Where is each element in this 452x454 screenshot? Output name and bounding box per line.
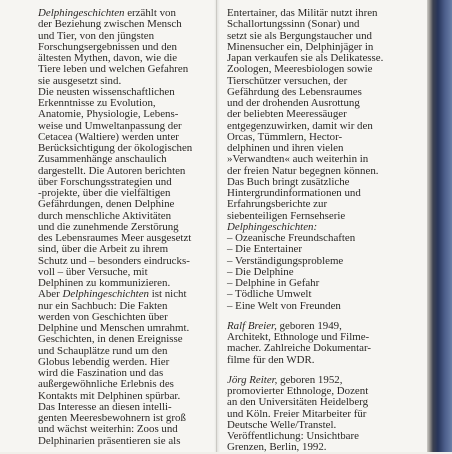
italic-title-text: Delphingeschichten [62,288,149,301]
body-text: Minensucher ein, Delphinjäger in [227,40,374,53]
body-text: – Tödliche Umwelt [227,288,312,301]
body-text: Forschungsergebnissen und den [38,40,177,53]
body-text: genten Meeresbewohnern ist groß [38,412,186,424]
body-text: Deutsche Welle/Transtel. [227,418,337,431]
body-text: der beliebten Meeressäuger [227,108,347,121]
left-jacket-flap [0,0,217,452]
body-text: Tierschützer versuchen, der [227,74,348,87]
body-text: Erfahrungsberichte zur [227,198,328,211]
left-text-line [38,436,208,447]
body-text: voll – über Versuche, mit [38,265,148,278]
body-text: Schutz und – besonders eindrucks- [38,254,190,267]
body-text: -projekte, über die vielfältigen [38,187,171,199]
author-bios [227,321,421,454]
body-text: Grenzen, Berlin, 1992. [227,441,327,454]
body-text: und Schauplätze rund um den [38,344,168,357]
body-text: ältesten Mythen, davon, wie die [38,52,178,64]
body-text: Tiere leben und welchen Gefahren [38,63,189,76]
body-text: Erkenntnisse zu Evolution, [38,97,156,109]
body-text: wird die Faszination und das [38,367,164,379]
body-text: Delphine und Menschen umrahmt. [38,322,190,334]
body-text: dargestellt. Die Autoren berichten [38,164,186,177]
body-text: sind, über die Arbeit zu ihrem [38,243,169,256]
body-text: und wächst weiterhin: Zoos und [38,423,178,436]
body-text: Entertainer, das Militär nutzt ihren [227,7,378,19]
body-text: Berücksichtigung der ökologischen [38,142,193,154]
body-text: Orcas, Tümmlern, Hector- [227,130,343,143]
body-text: Das Buch bringt zusätzliche [227,175,350,188]
body-text: und die zunehmende Zerstörung [38,220,179,233]
body-text: Veröffentlichung: Unsichtbare [227,430,359,442]
body-text: Gefährdungen, denen Delphine [38,198,175,211]
body-text: Aber [38,288,63,301]
body-text: geboren 1952, [277,373,343,386]
body-text: Gefährdung des Lebensraumes [227,85,362,98]
body-text: Die neusten wissenschaftlichen [38,85,175,98]
body-text: Delphinen zu kommunizieren. [38,277,171,289]
body-text: macher. Zahlreiche Dokumentar- [227,342,372,355]
body-text: des Lebensraumes Meer ausgesetzt [38,232,192,244]
body-text: und Tier, von den jüngsten [38,29,155,42]
body-text: – Die Delphine [227,265,294,278]
body-text: Schallortungssinn (Sonar) und [227,18,360,31]
body-text: – Delphine in Gefahr [227,277,320,289]
author-bio [227,375,421,454]
body-text: filme für den WDR. [227,353,315,366]
right-text-line [227,301,421,312]
right-jacket-flap [217,0,427,452]
book-spine-edge [427,0,452,452]
body-text: setzt sie als Bergungstaucher und [227,29,372,42]
italic-title-text: Jörg Reiter, [227,373,278,386]
body-text: und der drohenden Ausrottung [227,97,360,109]
body-text: – Verständigungsprobleme [227,254,344,267]
body-text: »Verwandten« auch weiterhin in [227,153,369,166]
body-text: Cetacea (Waltiere) werden unter [38,130,179,143]
body-text: Globus lebendig werden. Hier [38,355,170,368]
body-text: sie ausgesetzt sind. [38,74,122,87]
body-text: delphinen und ihren vielen [227,142,344,154]
body-text: Anatomie, Physiologie, Lebens- [38,108,179,121]
blurb-column-right [227,8,421,312]
body-text: siebenteiligen Fernsehserie [227,209,346,222]
body-text: – Die Entertainer [227,243,302,256]
author-bio [227,321,421,366]
fold-shadow [214,0,220,452]
body-text: Japan verkaufen sie als Delikatesse. [227,52,384,64]
body-text: der freien Natur begegnen können. [227,164,379,177]
body-text: und Köln. Freier Mitarbeiter für [227,407,367,420]
body-text: außergewöhnliche Erlebnis des [38,378,174,391]
body-text: über Forschungsstrategien und [38,175,172,188]
italic-title-text: Delphingeschichten: [227,220,318,233]
body-text: Zusammenhänge anschaulich [38,153,167,166]
body-text: – Ozeanische Freundschaften [227,232,356,244]
italic-title-text: Ralf Breier, [227,319,277,332]
body-text: durch menschliche Aktivitäten [38,209,172,222]
body-text: Zoologen, Meeresbiologen sowie [227,63,373,76]
body-text: Geschichten, in denen Ereignisse [38,333,183,346]
body-text: weise und Umweltanpassung der [38,119,182,132]
body-text: – Eine Welt von Freunden [227,299,341,312]
body-text: promovierter Ethnologe, Dozent [227,385,369,397]
body-text: Das Interesse an diesen intelli- [38,400,172,413]
blurb-column-left [38,8,208,447]
body-text: erzählt von [124,7,176,19]
body-text: nur ein Sachbuch: Die Fakten [38,299,168,312]
body-text: ist nicht [149,288,187,301]
body-text: Hintergrundinformationen und [227,187,361,199]
body-text: geboren 1949, [276,319,342,332]
body-text: Kontakts mit Delphinen spürbar. [38,389,181,402]
bio-line [227,355,421,366]
body-text: Architekt, Ethnologe und Filme- [227,331,370,343]
body-text: an den Universitäten Heidelberg [227,396,369,409]
body-text: der Beziehung zwischen Mensch [38,18,182,31]
italic-title-text: Delphingeschichten [38,7,125,19]
body-text: Delphinarien präsentieren sie als [38,434,181,447]
body-text: werden von Geschichten über [38,310,168,323]
body-text: entgegenzuwirken, damit wir den [227,119,373,132]
